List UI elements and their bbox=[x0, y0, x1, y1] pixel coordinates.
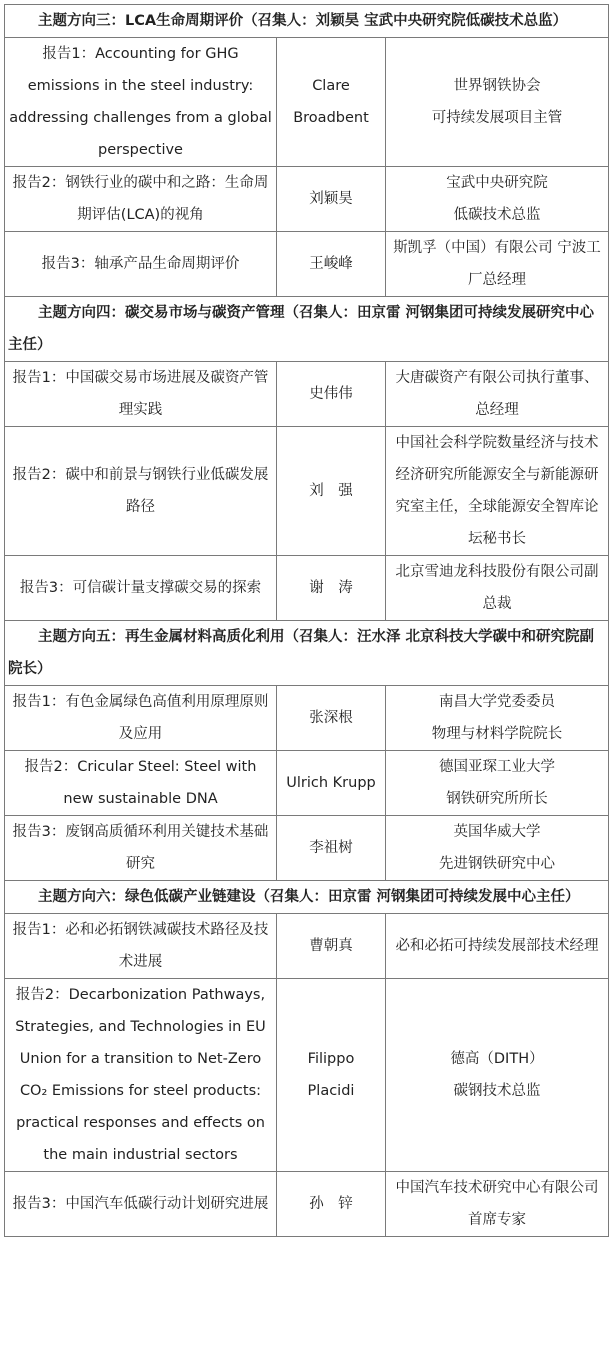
report-topic: 报告1：Accounting for GHG emissions in the steel industry: addressing challenges from a global perspective bbox=[5, 38, 277, 167]
affiliation-line: 钢铁研究所所长 bbox=[446, 791, 548, 807]
affiliation-line: 英国华威大学 bbox=[453, 824, 541, 840]
section-heading bbox=[5, 881, 609, 914]
affiliation-cell bbox=[386, 816, 609, 881]
affiliation-line: 大唐碳资产有限公司执行董事、总经理 bbox=[395, 370, 599, 418]
report-row bbox=[5, 362, 609, 427]
section-heading-text: 主题方向六：绿色低碳产业链建设（召集人：田京雷 河钢集团可持续发展中心主任） bbox=[38, 889, 580, 905]
speaker-name: Broadbent bbox=[293, 110, 369, 126]
speaker-name: 李祖树 bbox=[309, 840, 353, 856]
speaker-cell bbox=[277, 1172, 386, 1237]
affiliation-line: 中国汽车技术研究中心有限公司首席专家 bbox=[395, 1180, 599, 1228]
section-heading bbox=[5, 621, 609, 686]
affiliation-line: 可持续发展项目主管 bbox=[431, 110, 563, 126]
section-header-row bbox=[5, 5, 609, 38]
affiliation-cell bbox=[386, 556, 609, 621]
report-topic: 报告3：中国汽车低碳行动计划研究进展 bbox=[5, 1172, 277, 1237]
affiliation-cell bbox=[386, 427, 609, 556]
report-row bbox=[5, 1172, 609, 1237]
speaker-cell bbox=[277, 914, 386, 979]
report-topic: 报告3：可信碳计量支撑碳交易的探索 bbox=[5, 556, 277, 621]
report-topic: 报告2：碳中和前景与钢铁行业低碳发展路径 bbox=[5, 427, 277, 556]
speaker-cell bbox=[277, 751, 386, 816]
affiliation-cell bbox=[386, 167, 609, 232]
speaker-name: Filippo bbox=[307, 1051, 355, 1067]
speaker-name: Ulrich Krupp bbox=[286, 775, 376, 791]
affiliation-line: 德国亚琛工业大学 bbox=[439, 759, 555, 775]
report-topic: 报告1：必和必拓钢铁减碳技术路径及技术进展 bbox=[5, 914, 277, 979]
speaker-cell bbox=[277, 167, 386, 232]
affiliation-line: 北京雪迪龙科技股份有限公司副总裁 bbox=[395, 564, 599, 612]
report-row bbox=[5, 816, 609, 881]
section-header-row bbox=[5, 297, 609, 362]
speaker-name: 谢 涛 bbox=[309, 580, 353, 596]
section-heading-text: 主题方向五：再生金属材料高质化利用（召集人：汪水泽 北京科技大学碳中和研究院副院长） bbox=[8, 629, 595, 677]
affiliation-cell bbox=[386, 751, 609, 816]
affiliation-line: 先进钢铁研究中心 bbox=[439, 856, 555, 872]
schedule-body bbox=[5, 5, 609, 1237]
affiliation-line: 中国社会科学院数量经济与技术经济研究所能源安全与新能源研究室主任，全球能源安全智库论坛秘书长 bbox=[395, 435, 599, 547]
affiliation-line: 世界钢铁协会 bbox=[453, 78, 541, 94]
affiliation-cell bbox=[386, 38, 609, 167]
report-topic: 报告1：中国碳交易市场进展及碳资产管理实践 bbox=[5, 362, 277, 427]
affiliation-line: 德高（DITH） bbox=[450, 1051, 544, 1067]
report-topic: 报告2：Cricular Steel: Steel with new sustainable DNA bbox=[5, 751, 277, 816]
speaker-cell bbox=[277, 427, 386, 556]
affiliation-line: 南昌大学党委委员 bbox=[439, 694, 555, 710]
section-heading-text: 主题方向三：LCA生命周期评价（召集人：刘颖昊 宝武中央研究院低碳技术总监） bbox=[38, 13, 568, 29]
affiliation-line: 物理与材料学院院长 bbox=[431, 726, 563, 742]
section-header-row bbox=[5, 881, 609, 914]
speaker-cell bbox=[277, 362, 386, 427]
speaker-cell bbox=[277, 816, 386, 881]
report-row bbox=[5, 979, 609, 1172]
report-row bbox=[5, 556, 609, 621]
affiliation-line: 斯凯孚（中国）有限公司 宁波工厂总经理 bbox=[393, 240, 601, 288]
report-row bbox=[5, 427, 609, 556]
report-topic: 报告3：轴承产品生命周期评价 bbox=[5, 232, 277, 297]
report-row bbox=[5, 232, 609, 297]
report-topic: 报告2：钢铁行业的碳中和之路：生命周期评估(LCA)的视角 bbox=[5, 167, 277, 232]
report-topic: 报告1：有色金属绿色高值利用原理原则及应用 bbox=[5, 686, 277, 751]
report-topic: 报告2：Decarbonization Pathways, Strategies, and Technologies in EU Union for a transition to Net-Zero CO₂ Emissions for steel products: practical responses and effects on the main industrial sectors bbox=[5, 979, 277, 1172]
speaker-name: 张深根 bbox=[309, 710, 353, 726]
report-row bbox=[5, 167, 609, 232]
report-row bbox=[5, 751, 609, 816]
report-topic: 报告3：废钢高质循环利用关键技术基础研究 bbox=[5, 816, 277, 881]
section-heading bbox=[5, 5, 609, 38]
speaker-cell bbox=[277, 686, 386, 751]
speaker-name: Clare bbox=[312, 78, 350, 94]
affiliation-cell bbox=[386, 979, 609, 1172]
report-row bbox=[5, 686, 609, 751]
affiliation-line: 碳钢技术总监 bbox=[453, 1083, 541, 1099]
speaker-name: 曹朝真 bbox=[309, 938, 353, 954]
affiliation-line: 低碳技术总监 bbox=[453, 207, 541, 223]
speaker-cell bbox=[277, 979, 386, 1172]
section-heading-text: 主题方向四：碳交易市场与碳资产管理（召集人：田京雷 河钢集团可持续发展研究中心主任） bbox=[8, 305, 595, 353]
speaker-name: 史伟伟 bbox=[309, 386, 353, 402]
speaker-cell bbox=[277, 232, 386, 297]
affiliation-cell bbox=[386, 1172, 609, 1237]
report-row bbox=[5, 914, 609, 979]
affiliation-cell bbox=[386, 686, 609, 751]
affiliation-cell bbox=[386, 232, 609, 297]
speaker-cell bbox=[277, 556, 386, 621]
report-row bbox=[5, 38, 609, 167]
speaker-name: 刘颖昊 bbox=[309, 191, 353, 207]
section-header-row bbox=[5, 621, 609, 686]
affiliation-line: 必和必拓可持续发展部技术经理 bbox=[395, 938, 599, 954]
speaker-name: 王峻峰 bbox=[309, 256, 353, 272]
affiliation-line: 宝武中央研究院 bbox=[446, 175, 548, 191]
affiliation-cell bbox=[386, 914, 609, 979]
affiliation-cell bbox=[386, 362, 609, 427]
speaker-name: 刘 强 bbox=[309, 483, 353, 499]
section-heading bbox=[5, 297, 609, 362]
speaker-name: 孙 锌 bbox=[309, 1196, 353, 1212]
speaker-name: Placidi bbox=[307, 1083, 355, 1099]
speaker-cell bbox=[277, 38, 386, 167]
schedule-table bbox=[4, 4, 609, 1237]
